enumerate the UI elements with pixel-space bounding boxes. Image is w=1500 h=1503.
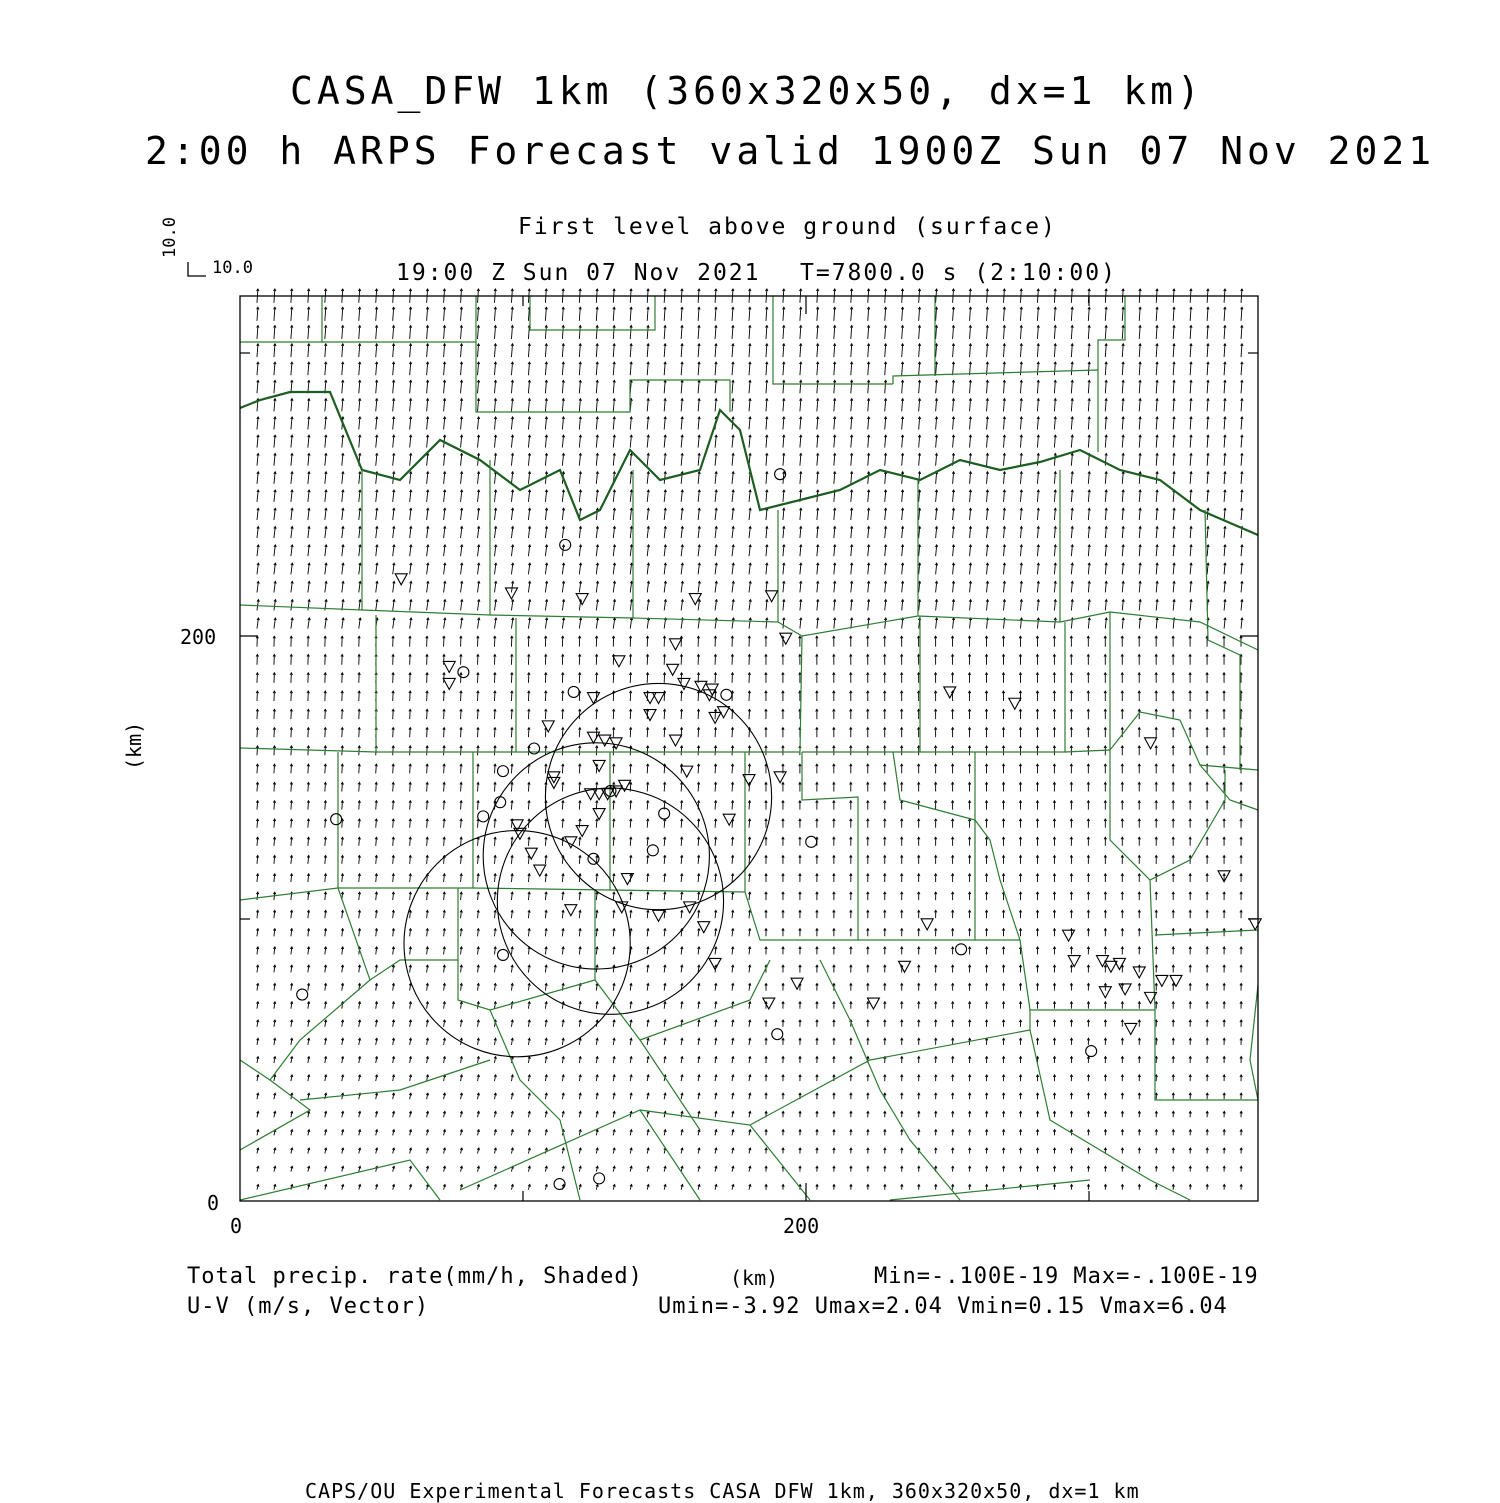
wind-vector xyxy=(970,380,971,393)
wind-vector xyxy=(970,326,971,339)
wind-vector xyxy=(953,380,954,393)
wind-vector xyxy=(308,709,309,719)
wind-vector xyxy=(511,709,512,719)
x-tick-0: 0 xyxy=(230,1216,242,1236)
wind-vector xyxy=(579,326,580,339)
ref-vector-v-label: 10.0 xyxy=(162,217,179,258)
wind-vector xyxy=(528,307,529,321)
wind-vector xyxy=(495,709,496,719)
wind-vector xyxy=(851,380,852,393)
y-axis-unit: (km) xyxy=(124,722,144,770)
wind-vector xyxy=(1054,307,1055,321)
vector-stats: Umin=-3.92 Umax=2.04 Vmin=0.15 Vmax=6.04 xyxy=(658,1296,1228,1318)
wind-vector xyxy=(427,709,428,719)
wind-vector xyxy=(987,307,988,321)
x-tick-200: 200 xyxy=(783,1216,819,1236)
wind-vector xyxy=(817,344,818,357)
wind-vector xyxy=(562,307,563,321)
wind-vector xyxy=(698,709,699,719)
wind-vector xyxy=(868,380,869,393)
wind-vector xyxy=(885,307,886,321)
wind-vector xyxy=(987,326,988,339)
wind-vector xyxy=(342,307,343,321)
wind-vector xyxy=(444,709,445,719)
wind-vector xyxy=(783,326,784,339)
shaded-field-label: Total precip. rate(mm/h, Shaded) xyxy=(187,1266,643,1288)
wind-vector xyxy=(834,307,835,321)
wind-vector xyxy=(461,307,462,321)
wind-vector xyxy=(1020,362,1021,375)
wind-vector xyxy=(936,307,937,321)
wind-vector xyxy=(732,307,733,321)
wind-vector xyxy=(868,307,869,321)
wind-vector xyxy=(511,326,512,339)
wind-vector xyxy=(393,307,394,321)
wind-vector xyxy=(919,344,920,357)
valid-time-label: 19:00 Z Sun 07 Nov 2021 xyxy=(396,262,761,285)
wind-vector xyxy=(1037,307,1038,321)
wind-vector xyxy=(766,344,767,357)
y-tick-0: 0 xyxy=(207,1193,219,1213)
wind-vector xyxy=(291,307,292,321)
wind-vector xyxy=(885,326,886,339)
wind-vector xyxy=(749,307,750,321)
vector-field-label: U-V (m/s, Vector) xyxy=(187,1296,429,1318)
wind-vector xyxy=(393,709,394,719)
wind-vector xyxy=(596,307,597,321)
wind-vector xyxy=(715,326,716,339)
wind-vector xyxy=(630,326,631,339)
wind-vector xyxy=(495,307,496,321)
wind-vector xyxy=(800,362,801,375)
wind-vector xyxy=(257,709,258,719)
wind-vector xyxy=(885,344,886,357)
wind-vector xyxy=(1071,326,1072,339)
wind-vector xyxy=(1071,344,1072,357)
wind-vector xyxy=(919,307,920,321)
wind-vector xyxy=(681,709,682,719)
wind-vector xyxy=(885,362,886,375)
wind-vector xyxy=(902,326,903,339)
wind-vector xyxy=(800,326,801,339)
wind-vector xyxy=(1071,307,1072,321)
wind-vector xyxy=(1004,344,1005,357)
wind-vector xyxy=(478,307,479,321)
wind-vector xyxy=(936,362,937,375)
wind-vector xyxy=(817,326,818,339)
wind-vector xyxy=(562,709,563,719)
wind-vector xyxy=(1054,362,1055,375)
wind-vector xyxy=(545,307,546,321)
wind-vector xyxy=(783,380,784,393)
y-tick-200: 200 xyxy=(180,627,216,647)
wind-vector xyxy=(444,326,445,339)
wind-vector xyxy=(376,326,377,339)
wind-vector xyxy=(461,326,462,339)
wind-vector xyxy=(630,709,631,719)
wind-vector xyxy=(376,307,377,321)
level-label: First level above ground (surface) xyxy=(518,216,1057,239)
wind-vector xyxy=(834,362,835,375)
wind-vector xyxy=(1054,326,1055,339)
wind-vector xyxy=(715,709,716,719)
wind-vector xyxy=(834,344,835,357)
wind-vector xyxy=(783,307,784,321)
x-axis-unit: (km) xyxy=(730,1268,778,1288)
wind-vector xyxy=(800,380,801,393)
wind-vector xyxy=(698,326,699,339)
wind-vector xyxy=(478,326,479,339)
wind-vector xyxy=(953,362,954,375)
wind-vector xyxy=(596,326,597,339)
wind-vector xyxy=(596,709,597,719)
wind-vector xyxy=(987,344,988,357)
wind-vector xyxy=(545,326,546,339)
wind-vector xyxy=(393,326,394,339)
wind-vector xyxy=(902,344,903,357)
wind-vector xyxy=(766,326,767,339)
wind-vector xyxy=(647,709,648,719)
wind-vector xyxy=(545,709,546,719)
wind-vector xyxy=(427,326,428,339)
wind-vector xyxy=(851,344,852,357)
wind-vector xyxy=(1004,380,1005,393)
wind-vector xyxy=(613,326,614,339)
wind-vector xyxy=(1037,344,1038,357)
wind-vector xyxy=(257,326,258,339)
wind-vector xyxy=(1071,380,1072,393)
wind-vector xyxy=(885,380,886,393)
wind-vector xyxy=(1037,362,1038,375)
wind-vector xyxy=(783,362,784,375)
title-line-2: 2:00 h ARPS Forecast valid 1900Z Sun 07 Nov 2021 xyxy=(145,132,1435,170)
wind-vector xyxy=(834,380,835,393)
wind-vector xyxy=(528,326,529,339)
wind-vector xyxy=(647,326,648,339)
wind-vector xyxy=(817,307,818,321)
wind-vector xyxy=(342,326,343,339)
wind-vector xyxy=(630,307,631,321)
wind-vector xyxy=(359,709,360,719)
wind-vector xyxy=(766,380,767,393)
footer-credit: CAPS/OU Experimental Forecasts CASA DFW 1km, 360x320x50, dx=1 km xyxy=(305,1481,1140,1501)
wind-vector xyxy=(562,326,563,339)
wind-vector xyxy=(868,362,869,375)
wind-vector xyxy=(1054,380,1055,393)
wind-vector xyxy=(495,326,496,339)
wind-vector xyxy=(902,307,903,321)
wind-vector xyxy=(902,380,903,393)
wind-vector xyxy=(749,709,750,719)
wind-vector xyxy=(664,307,665,321)
wind-vector xyxy=(664,326,665,339)
title-line-1: CASA_DFW 1km (360x320x50, dx=1 km) xyxy=(290,72,1204,110)
wind-vector xyxy=(800,344,801,357)
wind-vector xyxy=(851,362,852,375)
wind-vector xyxy=(1037,380,1038,393)
wind-vector xyxy=(851,307,852,321)
wind-vector xyxy=(732,326,733,339)
wind-vector xyxy=(478,709,479,719)
wind-vector xyxy=(783,344,784,357)
wind-vector xyxy=(919,326,920,339)
wind-vector xyxy=(1037,326,1038,339)
wind-vector xyxy=(970,307,971,321)
model-time-label: T=7800.0 s (2:10:00) xyxy=(800,262,1117,285)
wind-vector xyxy=(868,326,869,339)
wind-vector xyxy=(936,344,937,357)
wind-vector xyxy=(664,709,665,719)
wind-vector xyxy=(613,709,614,719)
wind-vector xyxy=(444,307,445,321)
wind-vector xyxy=(410,307,411,321)
wind-vector xyxy=(902,362,903,375)
wind-vector xyxy=(1004,326,1005,339)
wind-vector xyxy=(834,326,835,339)
wind-vector xyxy=(919,362,920,375)
wind-vector xyxy=(274,326,275,339)
wind-vector xyxy=(325,709,326,719)
wind-vector xyxy=(1054,344,1055,357)
wind-vector xyxy=(715,307,716,321)
wind-vector xyxy=(766,307,767,321)
wind-vector xyxy=(919,380,920,393)
wind-vector xyxy=(936,380,937,393)
wind-vector xyxy=(851,326,852,339)
wind-vector xyxy=(257,307,258,321)
wind-vector xyxy=(953,307,954,321)
wind-vector xyxy=(359,307,360,321)
wind-vector xyxy=(749,326,750,339)
wind-vector xyxy=(766,362,767,375)
wind-vector xyxy=(325,307,326,321)
wind-vector xyxy=(1020,344,1021,357)
wind-vector xyxy=(342,709,343,719)
wind-vector xyxy=(681,307,682,321)
wind-vector xyxy=(647,307,648,321)
wind-vector xyxy=(1071,362,1072,375)
wind-vector xyxy=(1020,326,1021,339)
wind-vector xyxy=(1020,380,1021,393)
wind-vector xyxy=(1004,307,1005,321)
wind-vector xyxy=(817,362,818,375)
wind-vector xyxy=(613,307,614,321)
shaded-stats: Min=-.100E-19 Max=-.100E-19 xyxy=(874,1266,1259,1288)
wind-vector xyxy=(291,326,292,339)
wind-vector xyxy=(308,307,309,321)
wind-vector xyxy=(800,307,801,321)
wind-vector xyxy=(461,709,462,719)
wind-vector xyxy=(410,326,411,339)
wind-vector xyxy=(528,709,529,719)
wind-vector xyxy=(359,326,360,339)
wind-vector xyxy=(579,307,580,321)
wind-vector xyxy=(868,344,869,357)
wind-vector xyxy=(817,380,818,393)
wind-vector xyxy=(953,344,954,357)
wind-vector xyxy=(274,709,275,719)
wind-vector xyxy=(698,307,699,321)
wind-vector xyxy=(274,307,275,321)
wind-vector xyxy=(325,326,326,339)
wind-vector xyxy=(291,709,292,719)
ref-vector-u-label: 10.0 xyxy=(212,260,253,277)
wind-vector xyxy=(579,709,580,719)
wind-vector xyxy=(1020,307,1021,321)
wind-vector xyxy=(427,307,428,321)
wind-vector xyxy=(308,326,309,339)
wind-vector xyxy=(953,326,954,339)
wind-vector xyxy=(511,307,512,321)
wind-vector xyxy=(970,344,971,357)
wind-vector xyxy=(987,380,988,393)
wind-vector xyxy=(410,709,411,719)
wind-vector xyxy=(681,326,682,339)
wind-vector xyxy=(936,326,937,339)
